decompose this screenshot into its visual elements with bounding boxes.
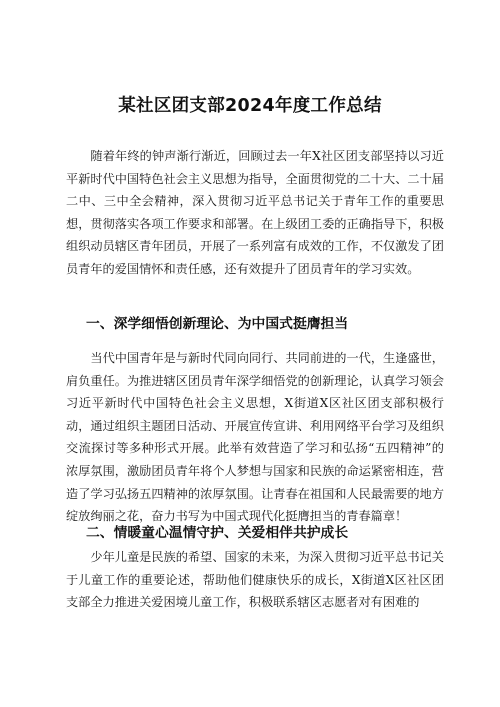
section-heading-1: 一、深学细悟创新理论、为中国式挺膺担当 [86, 316, 349, 332]
section-1-paragraph: 当代中国青年是与新时代同向同行、共同前进的一代，生逢盛世，肩负重任。为推进辖区团员青年深学细悟党的创新理论，认真学习领会习近平新时代中国特色社会主义思想，X街道X区社区团支部积极行动，通过组织主题团日活动、开展宣传宣讲、利用网络平台学习及组织交流探讨等多种形式开展。此举有效营造了学习和弘扬“五四精神”的浓厚氛围，激励团员青年将个人梦想与国家和民族的命运紧密相连，营造了学习弘扬五四精神的浓厚氛围。让青春在祖国和人民最需要的地方绽放绚丽之花，奋力书写为中国式现代化挺膺担当的青春篇章！ [66, 351, 444, 524]
section-heading-2: 二、情暖童心温情守护、关爱相伴共护成长 [86, 525, 349, 541]
intro-paragraph: 随着年终的钟声渐行渐近，回顾过去一年X社区团支部坚持以习近平新时代中国特色社会主义思想为指导，全面贯彻党的二十大、二十届二中、三中全会精神，深入贯彻习近平总书记关于青年工作的重要思想，贯彻落实各项工作要求和部署。在上级团工委的正确指导下，积极组织动员辖区青年团员，开展了一系列富有成效的工作，不仅激发了团员青年的爱国情怀和责任感，还有效提升了团员青年的学习实效。 [66, 149, 444, 276]
section-2-paragraph: 少年儿童是民族的希望、国家的未来，为深入贯彻习近平总书记关于儿童工作的重要论述，帮助他们健康快乐的成长，X街道X区社区团支部全力推进关爱困境儿童工作，积极联系辖区志愿者对有困难的 [66, 550, 444, 610]
document-title: 某社区团支部2024年度工作总结 [118, 96, 382, 116]
